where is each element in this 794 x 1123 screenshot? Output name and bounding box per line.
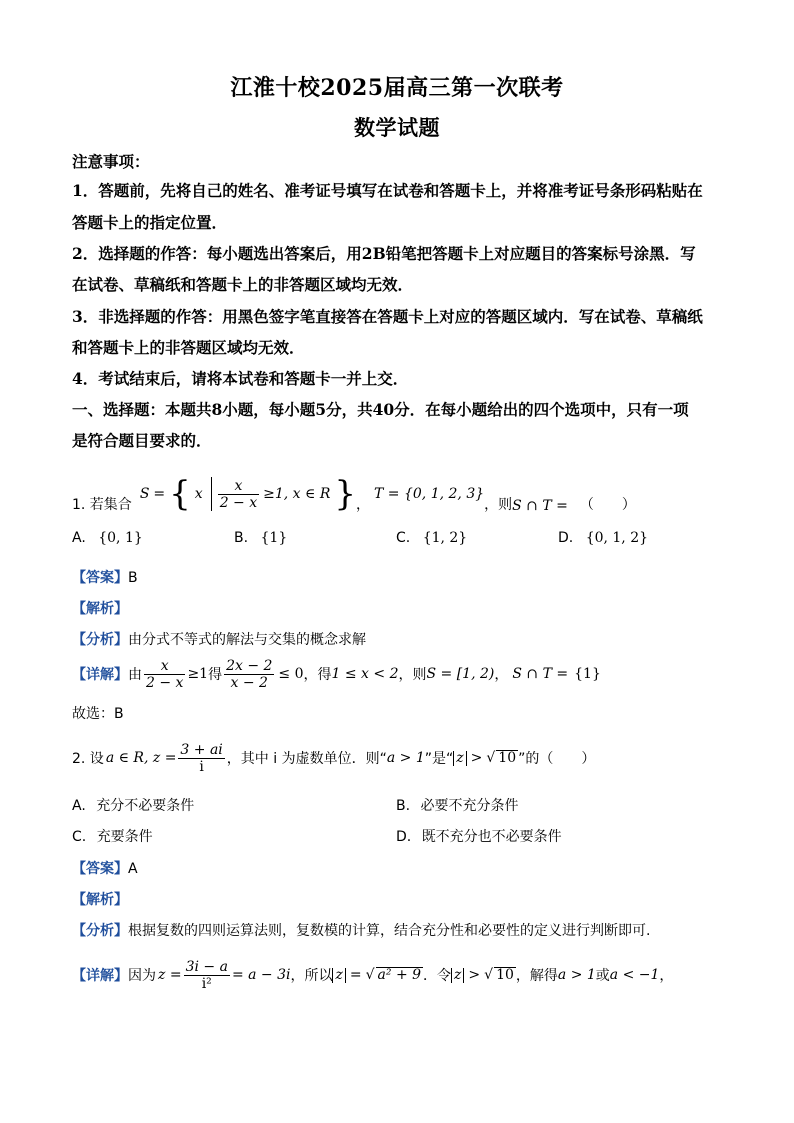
- modulus: z: [332, 968, 345, 983]
- math-eq: =: [153, 486, 166, 502]
- answer-tag: 【答案】: [72, 570, 128, 586]
- math-expr: S ∩ T =: [512, 666, 569, 682]
- math-expr: a < −1: [609, 967, 660, 983]
- math-op: >: [470, 750, 483, 766]
- fraction: [218, 478, 259, 511]
- math-expr: S = [1, 2): [426, 666, 495, 682]
- detail-text: 得: [208, 667, 223, 683]
- math-expr: = a − 3i: [231, 967, 291, 983]
- option-d: [396, 826, 562, 846]
- detail-text: ，: [659, 968, 674, 984]
- math-expr: a ∈ R, z =: [105, 750, 177, 766]
- notes-label: 注意事项：: [72, 152, 150, 171]
- math-var: x: [194, 486, 203, 502]
- option-value: 必要不充分条件: [420, 798, 519, 814]
- sqrt-sign: √: [365, 967, 375, 983]
- option-label: D.: [396, 829, 412, 845]
- radicand: 10: [496, 967, 514, 983]
- detail-tag: 【详解】: [72, 968, 128, 984]
- answer-value: A: [128, 861, 138, 877]
- option-label: C.: [72, 829, 87, 845]
- conclusion-line: 故选：B: [72, 706, 124, 722]
- note-line: 和答题卡上的非答题区域均无效．: [72, 338, 305, 357]
- note-line: 1．答题前，先将自己的姓名、准考证号填写在试卷和答题卡上，并将准考证号条形码粘贴在: [72, 181, 703, 200]
- option-value: {1}: [260, 530, 288, 546]
- radicand: a² + 9: [377, 967, 422, 983]
- fraction-denominator: x − 2: [230, 674, 268, 691]
- intersection-expr: S ∩ T =: [512, 498, 568, 514]
- option-value: 充分不必要条件: [96, 798, 195, 814]
- fenxi-text: 由分式不等式的解法与交集的概念求解: [128, 632, 366, 648]
- option-label: B.: [234, 530, 249, 546]
- sqrt-sign: √: [484, 967, 494, 983]
- punct: ，则: [484, 497, 513, 513]
- set-divider: [211, 477, 212, 511]
- detail-text: ，则: [398, 667, 427, 683]
- option-label: D.: [558, 530, 574, 546]
- answer-value: B: [128, 570, 138, 586]
- question-text: ”的（ ）: [518, 751, 596, 767]
- detail-line: [72, 654, 601, 694]
- note-line: 4．考试结束后，请将本试卷和答题卡一并上交．: [72, 369, 409, 388]
- analysis-line: [72, 598, 128, 618]
- math-op: >: [468, 967, 481, 983]
- option-label: C.: [396, 530, 411, 546]
- math-var: S: [139, 486, 150, 502]
- option-label: A.: [72, 798, 86, 814]
- math-expr: {1}: [574, 666, 601, 682]
- analysis-line: [72, 889, 128, 909]
- note-line: 3．非选择题的作答：用黑色签字笔直接答在答题卡上对应的答题区域内．写在试卷、草稿纸: [72, 307, 703, 326]
- detail-text: ．令: [423, 968, 452, 984]
- option-b: [234, 530, 287, 546]
- modulus: z: [451, 968, 464, 983]
- answer-tag: 【答案】: [72, 861, 128, 877]
- fenxi-text: 根据复数的四则运算法则，复数模的计算，结合充分性和必要性的定义进行判断即可.: [128, 923, 651, 939]
- option-value: 充要条件: [96, 829, 153, 845]
- question-text: ”是“: [424, 751, 454, 767]
- fraction-numerator: 2x − 2: [226, 657, 273, 674]
- detail-text: ，得: [303, 667, 332, 683]
- fraction-denominator: i²: [201, 975, 212, 992]
- fraction-denominator: 2 − x: [219, 494, 258, 511]
- option-c: [72, 826, 153, 846]
- question-number: 2. 设: [72, 751, 104, 767]
- set-condition: ≥1, x ∈ R: [263, 486, 331, 502]
- page-title: 江淮十校2025届高三第一次联考: [230, 75, 564, 101]
- option-label: B.: [396, 798, 411, 814]
- option-value: {0, 1}: [98, 530, 143, 546]
- answer-line: [72, 567, 138, 587]
- page-subtitle: 数学试题: [354, 115, 440, 140]
- question-1-stem: [72, 466, 636, 522]
- analysis-tag: 【解析】: [72, 601, 128, 617]
- fenxi-tag: 【分析】: [72, 923, 128, 939]
- option-a: [72, 795, 194, 815]
- left-brace: {: [169, 474, 191, 514]
- detail-text: ，解得: [515, 968, 558, 984]
- right-brace: }: [334, 474, 357, 514]
- option-c: [396, 530, 467, 546]
- option-a: [72, 530, 143, 546]
- detail-text: ，所以: [290, 968, 333, 984]
- question-2-stem: [72, 738, 595, 778]
- question-number: 1. 若集合: [72, 497, 132, 513]
- analysis-tag: 【解析】: [72, 892, 128, 908]
- option-value: {1, 2}: [422, 530, 468, 546]
- detail-text: 因为: [128, 968, 156, 984]
- fraction-numerator: 3i − a: [185, 958, 228, 975]
- fraction-numerator: x: [218, 478, 259, 495]
- detail-text: ，: [494, 667, 509, 683]
- fenxi-line: [72, 920, 650, 940]
- modulus: z: [453, 751, 466, 766]
- answer-line: [72, 858, 138, 878]
- math-expr: 1 ≤ x < 2: [331, 666, 399, 682]
- fraction-numerator: x: [144, 658, 185, 675]
- note-line: 在试卷、草稿纸和答题卡上的非答题区域均无效．: [72, 275, 414, 294]
- fenxi-line: [72, 629, 366, 649]
- fraction-denominator: i: [199, 758, 204, 775]
- fraction: [178, 742, 224, 775]
- answer-blank: （ ）: [579, 497, 636, 513]
- detail-text: 或: [595, 968, 610, 984]
- note-line: 2．选择题的作答：每小题选出答案后，用2B铅笔把答题卡上对应题目的答案标号涂黑．写: [72, 244, 696, 263]
- detail-line: [72, 953, 673, 997]
- section-heading: 一、选择题：本题共8小题，每小题5分，共40分．在每小题给出的四个选项中，只有一项: [72, 400, 689, 419]
- fraction-denominator: 2 − x: [146, 674, 184, 691]
- fraction-numerator: 3 + ai: [180, 741, 223, 758]
- sqrt-sign: √: [486, 750, 496, 766]
- math-expr: z =: [158, 967, 182, 983]
- option-d: [558, 530, 648, 546]
- option-label: A.: [72, 530, 86, 546]
- fraction: [144, 658, 185, 691]
- fraction: [184, 959, 230, 992]
- option-b: [396, 795, 519, 815]
- question-text: ，其中 i 为虚数单位．则“: [226, 751, 387, 767]
- punct: ，: [356, 497, 371, 513]
- fraction: [224, 658, 274, 691]
- section-heading: 是符合题目要求的．: [72, 431, 212, 450]
- radicand: 10: [498, 750, 517, 766]
- detail-tag: 【详解】: [72, 667, 128, 683]
- math-expr: ≤ 0: [278, 666, 304, 682]
- fenxi-tag: 【分析】: [72, 632, 128, 648]
- math-op: =: [349, 967, 362, 983]
- detail-text: 由: [128, 667, 142, 683]
- set-t: T = {0, 1, 2, 3}: [374, 486, 485, 502]
- math-expr: ≥1: [187, 666, 209, 682]
- math-expr: a > 1: [557, 967, 596, 983]
- note-line: 答题卡上的指定位置．: [72, 213, 228, 232]
- option-value: 既不充分也不必要条件: [421, 829, 562, 845]
- math-expr: a > 1: [386, 750, 425, 766]
- option-value: {0, 1, 2}: [585, 530, 649, 546]
